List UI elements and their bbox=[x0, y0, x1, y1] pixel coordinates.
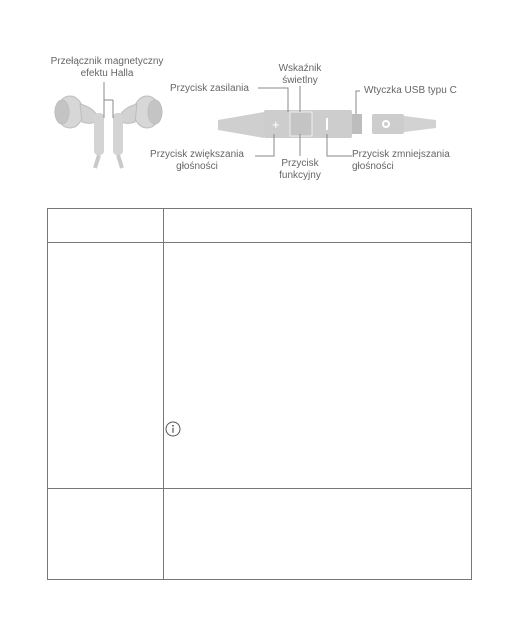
label-volume-up-line1: Przycisk zwiększania bbox=[150, 149, 244, 160]
label-indicator-line2: świetlny bbox=[282, 75, 318, 86]
info-table bbox=[47, 208, 472, 580]
label-volume-up bbox=[143, 149, 251, 173]
label-volume-down-line2: głośności bbox=[352, 161, 394, 172]
table-row bbox=[48, 243, 471, 489]
label-indicator bbox=[270, 63, 330, 87]
table-header-row bbox=[48, 209, 471, 243]
label-hall-switch-text bbox=[44, 56, 170, 80]
label-hall-switch bbox=[44, 56, 170, 80]
label-function-button bbox=[272, 158, 328, 182]
label-volume-down-line1: Przycisk zmniejszania bbox=[352, 149, 450, 160]
label-function-button-line1: Przycisk bbox=[281, 158, 319, 169]
label-hall-switch-line2: efektu Halla bbox=[80, 68, 134, 79]
label-power-button: Przycisk zasilania bbox=[170, 83, 249, 94]
label-usb-plug: Wtyczka USB typu C bbox=[364, 85, 457, 96]
label-hall-switch-line1: Przełącznik magnetyczny bbox=[50, 56, 164, 67]
table-row bbox=[48, 489, 471, 581]
left-earbud bbox=[55, 96, 98, 128]
info-icon bbox=[165, 421, 181, 437]
label-function-button-line2: funkcyjny bbox=[279, 170, 321, 181]
svg-text:+: + bbox=[272, 117, 280, 132]
label-indicator-line1: Wskaźnik bbox=[278, 63, 322, 74]
right-earbud bbox=[119, 96, 162, 128]
label-volume-up-line2: głośności bbox=[176, 161, 218, 172]
label-volume-down bbox=[352, 149, 450, 173]
product-diagram bbox=[0, 0, 510, 200]
